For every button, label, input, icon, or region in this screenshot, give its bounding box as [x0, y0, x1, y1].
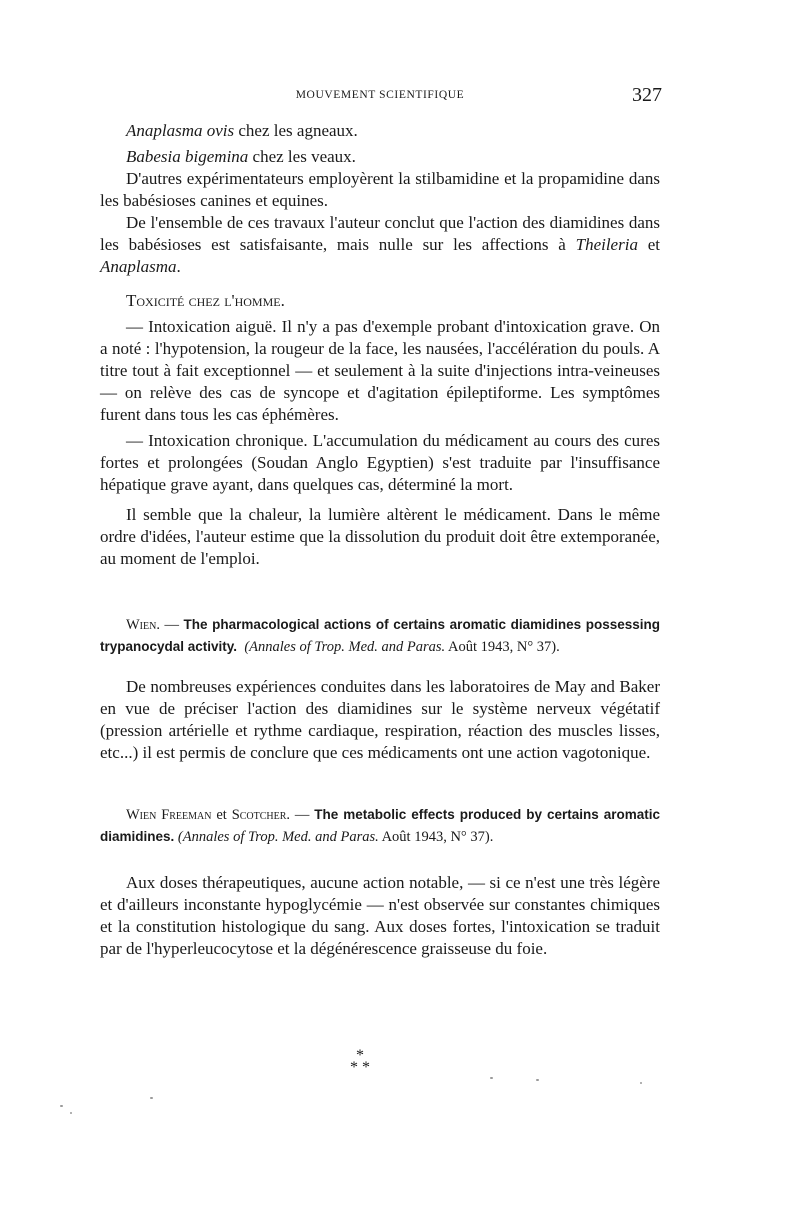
body-text [100, 120, 660, 960]
scan-speck [490, 1077, 493, 1079]
reference-date: Août 1943, N° 37). [445, 639, 560, 655]
reference-date: Août 1943, N° 37). [378, 829, 494, 845]
scan-speck [70, 1112, 72, 1114]
paragraph-acute-intoxication: — Intoxication aiguë. Il n'y a pas d'exemple probant d'intoxication grave. On a noté : l'hypotension, la rougeur de la face, les nausées, l'accélération du pouls. A titre tout à fait exceptionnel — et seulement à la suite d'injections intra-veineuses — on relève des cas de syncope et d'agitation épileptiforme. Les symptômes furent dans tous les cas éphémères. [100, 317, 660, 424]
reference-title: The pharmacological actions of certains aromatic diamidines possessing trypanocydal activity. [100, 617, 660, 654]
species-line-2 [100, 146, 660, 168]
scan-speck [60, 1105, 63, 1107]
section-separator [330, 1047, 390, 1080]
paragraph-heat-light: Il semble que la chaleur, la lumière altèrent le médicament. Dans le même ordre d'idées, l'auteur estime que la dissolution du produit doit être extemporanée, au moment de l'emploi. [100, 505, 660, 568]
reference-journal: (Annales of Trop. Med. and Paras. [244, 639, 446, 655]
paragraph-experimenters: D'autres expérimentateurs employèrent la stilbamidine et la propamidine dans les babésioses canines et equines. [100, 169, 660, 210]
page-number: 327 [632, 84, 662, 106]
reference-wien: Wien. — The pharmacological actions of certains aromatic diamidines possessing trypanocydal activity. (Annales of Trop. Med. and Paras. Août 1943, N° 37). [100, 617, 660, 655]
scan-speck [640, 1082, 642, 1084]
paragraph-therapeutic-doses: Aux doses thérapeutiques, aucune action notable, — si ce n'est une très légère et d'ailleurs inconstante hypoglycémie — n'est observée sur constantes chimiques et la constitution histologique du sang. Aux doses fortes, l'intoxication se traduit par de l'hyperleucocytose et la dégénérescence graisseuse du foie. [100, 873, 660, 958]
paragraph-conclusion: De l'ensemble de ces travaux l'auteur conclut que l'action des diamidines dans les babésioses est satisfaisante, mais nulle sur les affections à Theileria et Anaplasma. [100, 213, 660, 276]
paragraph-may-baker: De nombreuses expériences conduites dans les laboratoires de May and Baker en vue de préciser l'action des diamidines sur le système nerveux végétatif (pression artérielle et rythme cardiaque, respiration, réaction des muscles lisses, etc...) il est permis de conclure que ces médicaments ont une action vagotonique. [100, 677, 660, 762]
reference-wien-freeman: Wien Freeman et Scotcher. — The metabolic effects produced by certains aromatic diamidines. (Annales of Trop. Med. and Paras. Août 1943, N° 37). [100, 807, 661, 845]
species-name: Babesia bigemina [126, 147, 249, 166]
paragraph-chronic-intoxication: — Intoxication chronique. L'accumulation du médicament au cours des cures fortes et prolongées (Soudan Anglo Egyptien) s'est traduite par l'insuffisance hépatique grave ayant, dans quelques cas, déterminé la mort. [100, 431, 660, 494]
reference-title: The metabolic effects produced by certains aromatic diamidines. [100, 807, 661, 844]
reference-author: Wien. [126, 617, 160, 633]
species-host: chez les veaux. [248, 147, 356, 166]
asterisk-bottom: * * [350, 1059, 370, 1076]
species-line-1 [100, 120, 660, 142]
running-head [100, 86, 660, 106]
reference-journal: (Annales of Trop. Med. and Paras. [174, 829, 379, 845]
asterisk-top: * [356, 1047, 364, 1064]
species-name: Anaplasma ovis [126, 121, 235, 140]
species-host: chez les agneaux. [234, 121, 358, 140]
scan-speck [536, 1079, 539, 1081]
reference-author: Scotcher. [231, 807, 291, 823]
toxicity-heading: Toxicité chez l'homme. [126, 291, 285, 310]
scan-speck [150, 1097, 153, 1099]
reference-author: Wien Freeman [126, 807, 212, 823]
running-title: MOUVEMENT SCIENTIFIQUE [295, 89, 465, 101]
